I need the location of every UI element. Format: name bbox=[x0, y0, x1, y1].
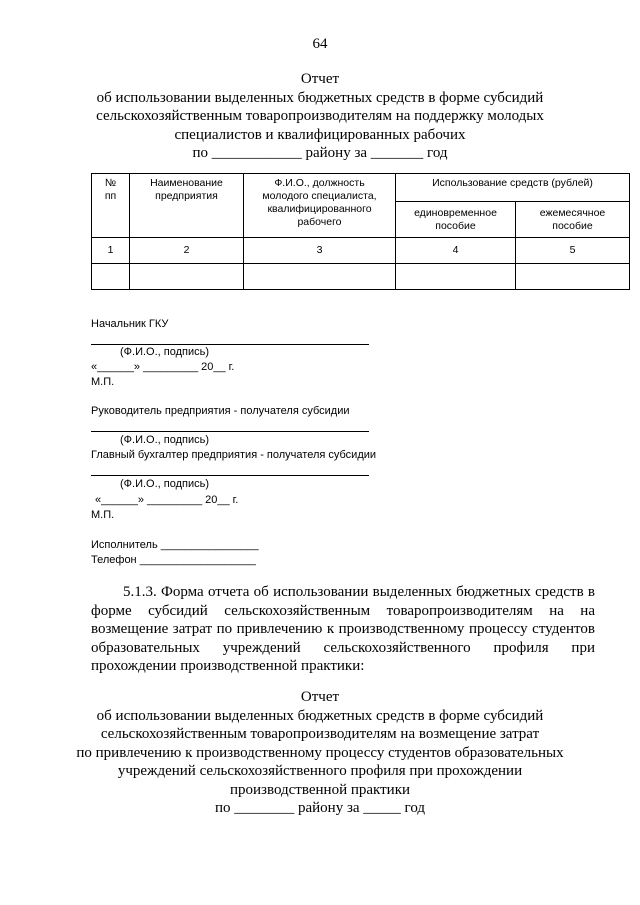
report-1-line: специалистов и квалифицированных рабочих bbox=[174, 126, 466, 143]
report-2-line: производственной практики bbox=[229, 781, 411, 798]
column-number-cell: 3 bbox=[244, 238, 396, 264]
header-onetime-allowance: единовременное пособие bbox=[396, 202, 516, 238]
date-line: «______» _________ 20__ г. bbox=[91, 361, 235, 373]
head-gku-label: Начальник ГКУ bbox=[91, 318, 169, 330]
phone-field: Телефон ___________________ bbox=[91, 554, 256, 566]
report-2-line: сельскохозяйственным товаропроизводителям на возмещение затрат bbox=[100, 726, 540, 742]
date-line: «______» _________ 20__ г. bbox=[95, 494, 239, 506]
report-2-line: учреждений сельскохозяйственного профиля при прохождении bbox=[117, 763, 523, 779]
stamp-place: М.П. bbox=[91, 509, 115, 521]
empty-cell bbox=[244, 264, 396, 290]
fio-sign-caption: (Ф.И.О., подпись) bbox=[120, 478, 210, 490]
empty-cell bbox=[396, 264, 516, 290]
chief-accountant-label: Главный бухгалтер предприятия - получателя субсидии bbox=[91, 449, 377, 461]
empty-cell bbox=[516, 264, 630, 290]
header-funds-usage: Использование средств (рублей) bbox=[396, 174, 630, 202]
header-monthly-allowance: ежемесячное пособие bbox=[516, 202, 630, 238]
signature-line bbox=[91, 475, 369, 476]
signature-line bbox=[91, 344, 369, 345]
report-2-line: по ________ району за _____ год bbox=[214, 800, 426, 816]
column-number-cell: 4 bbox=[396, 238, 516, 264]
empty-cell bbox=[130, 264, 244, 290]
header-person: Ф.И.О., должность молодого специалиста, квалифицированного рабочего bbox=[244, 174, 396, 238]
report-1-line: сельскохозяйственным товаропроизводителям на поддержку молодых bbox=[96, 108, 544, 124]
page-number: 64 bbox=[312, 36, 328, 52]
empty-cell bbox=[92, 264, 130, 290]
report-1-line: об использовании выделенных бюджетных средств в форме субсидий bbox=[96, 89, 544, 106]
report-2-line: по привлечению к производственному процессу студентов образовательных bbox=[76, 744, 564, 761]
header-number: № пп bbox=[92, 174, 130, 238]
fio-sign-caption: (Ф.И.О., подпись) bbox=[120, 434, 210, 446]
table-row bbox=[92, 264, 630, 290]
report-1-line: по ____________ району за _______ год bbox=[192, 145, 448, 161]
report-1-title-block bbox=[60, 70, 580, 163]
column-number-cell: 5 bbox=[516, 238, 630, 264]
section-paragraph: 5.1.3. Форма отчета об использовании выделенных бюджетных средств в форме субсидий сельскохозяйственным товаропроизводителям на на возмещение затрат по привлечению к производственному процессу студентов образовательных учреждений сельскохозяйственного профиля при прохождении производственной практики: bbox=[91, 584, 595, 674]
executor-field: Исполнитель ________________ bbox=[91, 539, 259, 551]
signature-line bbox=[91, 431, 369, 432]
report-1-title: Отчет bbox=[300, 71, 340, 87]
report-2-title-block bbox=[60, 688, 580, 818]
report-2-title: Отчет bbox=[300, 689, 340, 705]
header-company: Наименование предприятия bbox=[130, 174, 244, 238]
report-2-line: об использовании выделенных бюджетных средств в форме субсидий bbox=[96, 707, 544, 724]
fio-sign-caption: (Ф.И.О., подпись) bbox=[120, 346, 210, 358]
column-number-cell: 2 bbox=[130, 238, 244, 264]
company-head-label: Руководитель предприятия - получателя субсидии bbox=[91, 405, 350, 417]
report-table bbox=[91, 173, 630, 290]
stamp-place: М.П. bbox=[91, 376, 115, 388]
column-number-cell: 1 bbox=[92, 238, 130, 264]
